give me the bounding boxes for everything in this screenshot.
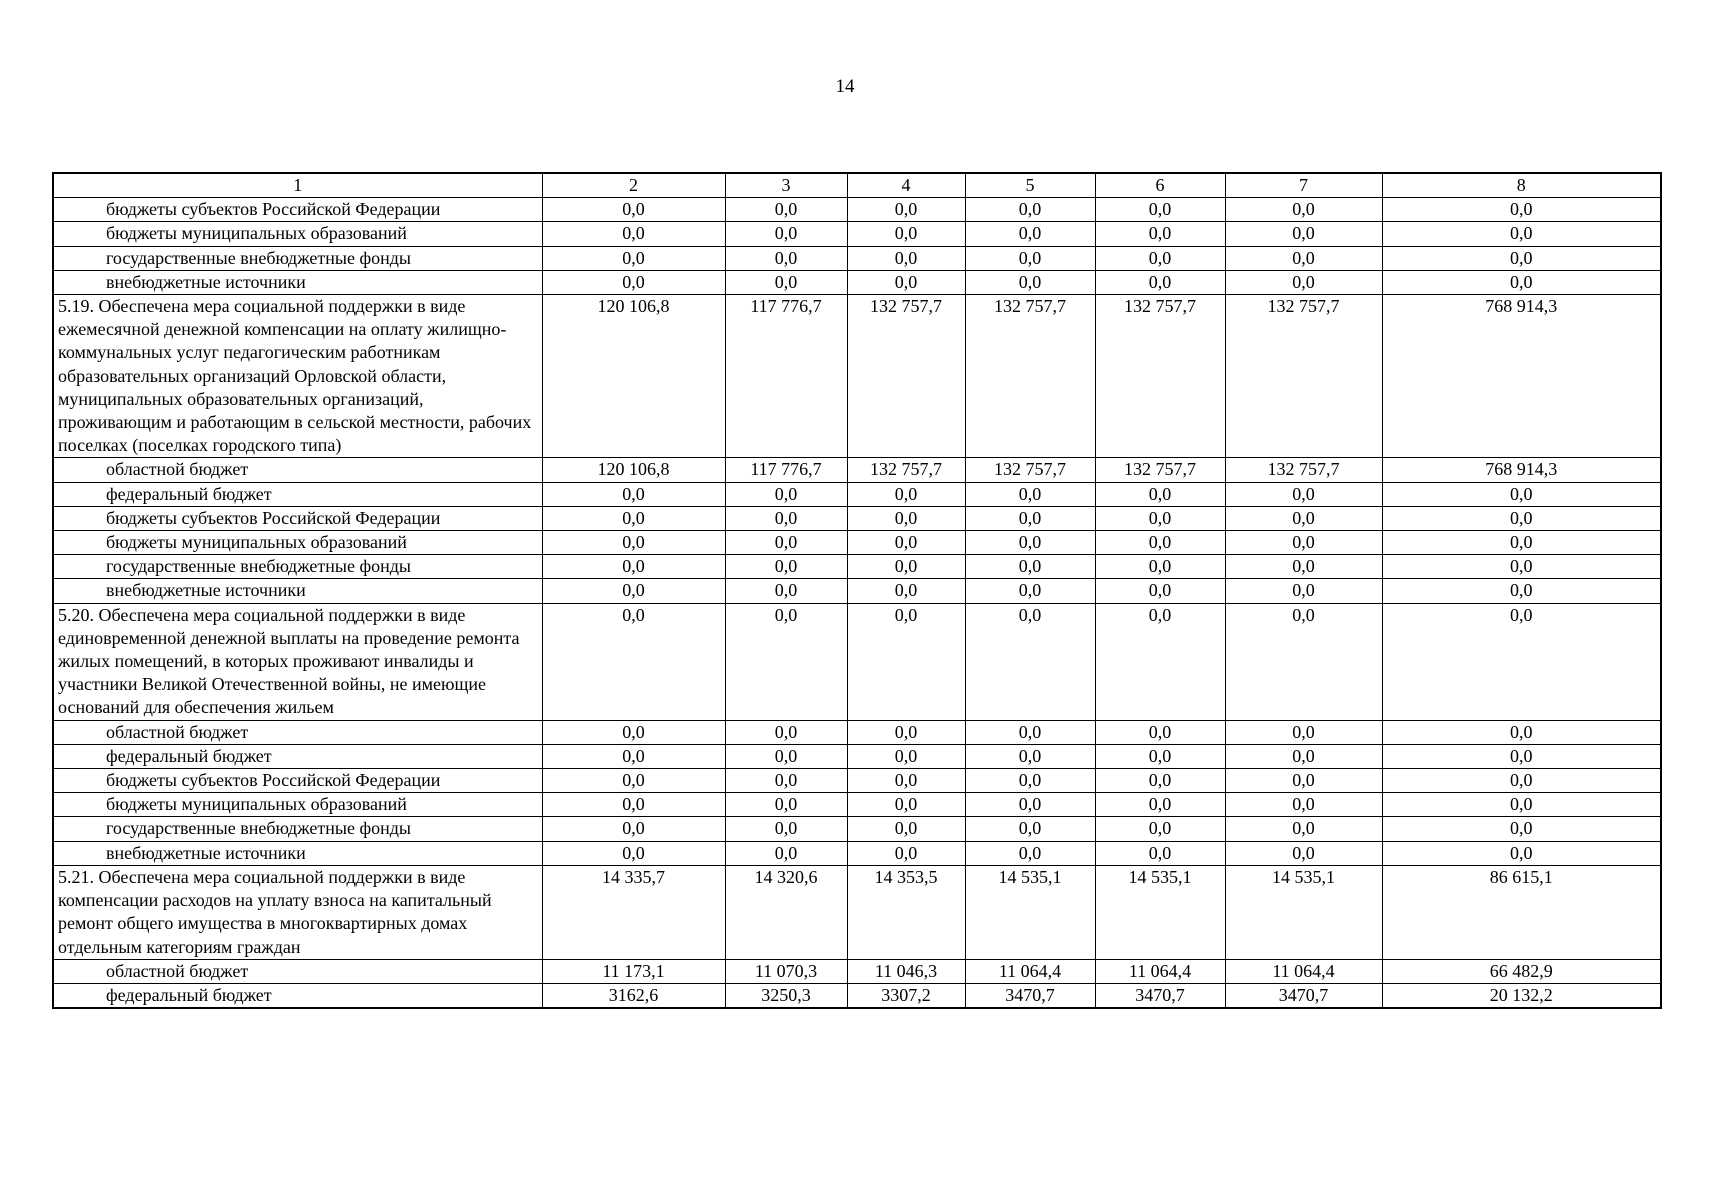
value-cell: 0,0 <box>1095 270 1225 294</box>
value-cell: 117 776,7 <box>725 458 847 482</box>
row-label: областной бюджет <box>53 458 542 482</box>
table-row <box>53 295 1661 458</box>
value-cell: 0,0 <box>1382 720 1661 744</box>
value-cell: 0,0 <box>725 579 847 603</box>
value-cell: 0,0 <box>542 482 725 506</box>
value-cell: 0,0 <box>1095 506 1225 530</box>
value-cell: 117 776,7 <box>725 295 847 458</box>
value-cell: 0,0 <box>542 222 725 246</box>
value-cell: 0,0 <box>725 769 847 793</box>
value-cell: 0,0 <box>1382 555 1661 579</box>
value-cell: 0,0 <box>965 555 1095 579</box>
table-row <box>53 458 1661 482</box>
value-cell: 0,0 <box>542 603 725 720</box>
value-cell: 14 535,1 <box>1225 865 1382 959</box>
value-cell: 0,0 <box>725 531 847 555</box>
value-cell: 0,0 <box>1382 579 1661 603</box>
table-row <box>53 246 1661 270</box>
table-row <box>53 983 1661 1008</box>
table-header-row <box>53 173 1661 198</box>
value-cell: 0,0 <box>1095 246 1225 270</box>
value-cell: 0,0 <box>1382 222 1661 246</box>
header-cell: 1 <box>53 173 542 198</box>
value-cell: 120 106,8 <box>542 295 725 458</box>
value-cell: 132 757,7 <box>1225 295 1382 458</box>
value-cell: 0,0 <box>847 720 965 744</box>
value-cell: 14 353,5 <box>847 865 965 959</box>
value-cell: 0,0 <box>725 720 847 744</box>
value-cell: 120 106,8 <box>542 458 725 482</box>
row-label: 5.21. Обеспечена мера социальной поддержки в виде компенсации расходов на уплату взноса на капитальный ремонт общего имущества в многоквартирных домах отдельным категориям граждан <box>53 865 542 959</box>
value-cell: 0,0 <box>965 531 1095 555</box>
table-row <box>53 579 1661 603</box>
value-cell: 0,0 <box>965 506 1095 530</box>
header-cell: 8 <box>1382 173 1661 198</box>
value-cell: 0,0 <box>1095 769 1225 793</box>
value-cell: 0,0 <box>965 482 1095 506</box>
table-row <box>53 270 1661 294</box>
value-cell: 0,0 <box>847 579 965 603</box>
table-row <box>53 720 1661 744</box>
value-cell: 0,0 <box>725 506 847 530</box>
header-cell: 5 <box>965 173 1095 198</box>
value-cell: 0,0 <box>1095 579 1225 603</box>
value-cell: 132 757,7 <box>965 458 1095 482</box>
page-number: 14 <box>835 76 855 97</box>
value-cell: 0,0 <box>1382 246 1661 270</box>
value-cell: 0,0 <box>1382 270 1661 294</box>
value-cell: 66 482,9 <box>1382 959 1661 983</box>
value-cell: 3162,6 <box>542 983 725 1008</box>
value-cell: 0,0 <box>1382 769 1661 793</box>
row-label: государственные внебюджетные фонды <box>53 246 542 270</box>
value-cell: 0,0 <box>542 531 725 555</box>
value-cell: 0,0 <box>542 841 725 865</box>
value-cell: 0,0 <box>1095 744 1225 768</box>
row-label: федеральный бюджет <box>53 983 542 1008</box>
value-cell: 0,0 <box>847 793 965 817</box>
value-cell: 0,0 <box>1095 555 1225 579</box>
value-cell: 0,0 <box>847 506 965 530</box>
value-cell: 0,0 <box>1095 222 1225 246</box>
value-cell: 0,0 <box>1225 222 1382 246</box>
value-cell: 0,0 <box>1382 506 1661 530</box>
value-cell: 0,0 <box>847 817 965 841</box>
table-row <box>53 482 1661 506</box>
value-cell: 0,0 <box>965 198 1095 222</box>
value-cell: 0,0 <box>1225 482 1382 506</box>
header-cell: 7 <box>1225 173 1382 198</box>
value-cell: 3250,3 <box>725 983 847 1008</box>
value-cell: 132 757,7 <box>1095 458 1225 482</box>
value-cell: 3470,7 <box>965 983 1095 1008</box>
value-cell: 3470,7 <box>1095 983 1225 1008</box>
value-cell: 0,0 <box>725 817 847 841</box>
value-cell: 0,0 <box>725 270 847 294</box>
value-cell: 11 070,3 <box>725 959 847 983</box>
value-cell: 0,0 <box>1225 246 1382 270</box>
row-label: бюджеты муниципальных образований <box>53 793 542 817</box>
table-row <box>53 603 1661 720</box>
header-cell: 6 <box>1095 173 1225 198</box>
value-cell: 0,0 <box>542 769 725 793</box>
value-cell: 132 757,7 <box>965 295 1095 458</box>
value-cell: 0,0 <box>965 579 1095 603</box>
value-cell: 0,0 <box>1095 531 1225 555</box>
value-cell: 0,0 <box>965 270 1095 294</box>
row-label: 5.20. Обеспечена мера социальной поддержки в виде единовременной денежной выплаты на проведение ремонта жилых помещений, в которых проживают инвалиды и участники Великой Отечественной войны, не имеющие оснований для обеспечения жильем <box>53 603 542 720</box>
value-cell: 0,0 <box>1382 817 1661 841</box>
budget-table <box>52 172 1662 1009</box>
value-cell: 0,0 <box>1225 198 1382 222</box>
value-cell: 0,0 <box>1382 531 1661 555</box>
value-cell: 0,0 <box>1382 198 1661 222</box>
row-label: бюджеты субъектов Российской Федерации <box>53 198 542 222</box>
table-row <box>53 506 1661 530</box>
value-cell: 0,0 <box>1382 603 1661 720</box>
row-label: внебюджетные источники <box>53 841 542 865</box>
table-row <box>53 744 1661 768</box>
value-cell: 132 757,7 <box>847 458 965 482</box>
row-label: 5.19. Обеспечена мера социальной поддержки в виде ежемесячной денежной компенсации на оплату жилищно-коммунальных услуг педагогическим работникам образовательных организаций Орловской области, муниципальных образовательных организаций, проживающим и работающим в сельской местности, рабочих поселках (поселках городского типа) <box>53 295 542 458</box>
value-cell: 0,0 <box>725 555 847 579</box>
value-cell: 14 335,7 <box>542 865 725 959</box>
value-cell: 3307,2 <box>847 983 965 1008</box>
row-label: государственные внебюджетные фонды <box>53 555 542 579</box>
value-cell: 0,0 <box>965 817 1095 841</box>
row-label: внебюджетные источники <box>53 579 542 603</box>
row-label: областной бюджет <box>53 720 542 744</box>
value-cell: 20 132,2 <box>1382 983 1661 1008</box>
value-cell: 0,0 <box>965 744 1095 768</box>
value-cell: 0,0 <box>1225 270 1382 294</box>
table-row <box>53 959 1661 983</box>
value-cell: 0,0 <box>1382 793 1661 817</box>
value-cell: 0,0 <box>965 222 1095 246</box>
row-label: федеральный бюджет <box>53 744 542 768</box>
value-cell: 0,0 <box>1095 720 1225 744</box>
value-cell: 0,0 <box>542 198 725 222</box>
value-cell: 0,0 <box>847 246 965 270</box>
table-row <box>53 222 1661 246</box>
table-row <box>53 531 1661 555</box>
value-cell: 0,0 <box>1095 482 1225 506</box>
value-cell: 0,0 <box>1095 817 1225 841</box>
value-cell: 0,0 <box>1225 555 1382 579</box>
table-row <box>53 769 1661 793</box>
value-cell: 0,0 <box>847 841 965 865</box>
value-cell: 0,0 <box>542 817 725 841</box>
table-row <box>53 817 1661 841</box>
value-cell: 0,0 <box>1225 579 1382 603</box>
value-cell: 0,0 <box>965 720 1095 744</box>
value-cell: 0,0 <box>1382 841 1661 865</box>
value-cell: 11 173,1 <box>542 959 725 983</box>
value-cell: 0,0 <box>1225 793 1382 817</box>
value-cell: 0,0 <box>1095 841 1225 865</box>
value-cell: 0,0 <box>1225 603 1382 720</box>
row-label: федеральный бюджет <box>53 482 542 506</box>
row-label: бюджеты муниципальных образований <box>53 531 542 555</box>
value-cell: 0,0 <box>1382 744 1661 768</box>
value-cell: 0,0 <box>1225 720 1382 744</box>
value-cell: 86 615,1 <box>1382 865 1661 959</box>
value-cell: 0,0 <box>847 555 965 579</box>
value-cell: 14 535,1 <box>1095 865 1225 959</box>
value-cell: 0,0 <box>965 246 1095 270</box>
value-cell: 0,0 <box>542 555 725 579</box>
value-cell: 0,0 <box>1095 603 1225 720</box>
row-label: государственные внебюджетные фонды <box>53 817 542 841</box>
value-cell: 3470,7 <box>1225 983 1382 1008</box>
row-label: внебюджетные источники <box>53 270 542 294</box>
value-cell: 0,0 <box>542 720 725 744</box>
value-cell: 0,0 <box>847 603 965 720</box>
value-cell: 0,0 <box>542 793 725 817</box>
value-cell: 0,0 <box>847 769 965 793</box>
value-cell: 0,0 <box>965 793 1095 817</box>
value-cell: 0,0 <box>725 222 847 246</box>
value-cell: 0,0 <box>1095 198 1225 222</box>
value-cell: 0,0 <box>965 841 1095 865</box>
table-row <box>53 841 1661 865</box>
value-cell: 0,0 <box>542 246 725 270</box>
table-row <box>53 198 1661 222</box>
value-cell: 0,0 <box>1225 769 1382 793</box>
value-cell: 0,0 <box>847 744 965 768</box>
value-cell: 11 064,4 <box>1225 959 1382 983</box>
value-cell: 0,0 <box>725 603 847 720</box>
value-cell: 0,0 <box>542 744 725 768</box>
value-cell: 14 535,1 <box>965 865 1095 959</box>
table-row <box>53 793 1661 817</box>
header-cell: 2 <box>542 173 725 198</box>
value-cell: 132 757,7 <box>847 295 965 458</box>
value-cell: 0,0 <box>1225 744 1382 768</box>
value-cell: 0,0 <box>847 531 965 555</box>
value-cell: 0,0 <box>1225 506 1382 530</box>
value-cell: 11 046,3 <box>847 959 965 983</box>
table-row <box>53 865 1661 959</box>
table-row <box>53 555 1661 579</box>
value-cell: 11 064,4 <box>965 959 1095 983</box>
value-cell: 768 914,3 <box>1382 295 1661 458</box>
value-cell: 132 757,7 <box>1225 458 1382 482</box>
value-cell: 0,0 <box>542 506 725 530</box>
row-label: бюджеты муниципальных образований <box>53 222 542 246</box>
value-cell: 0,0 <box>725 246 847 270</box>
value-cell: 0,0 <box>725 744 847 768</box>
value-cell: 768 914,3 <box>1382 458 1661 482</box>
value-cell: 0,0 <box>725 198 847 222</box>
row-label: бюджеты субъектов Российской Федерации <box>53 506 542 530</box>
value-cell: 0,0 <box>542 579 725 603</box>
value-cell: 0,0 <box>847 222 965 246</box>
value-cell: 0,0 <box>1225 531 1382 555</box>
value-cell: 0,0 <box>847 482 965 506</box>
value-cell: 0,0 <box>725 482 847 506</box>
value-cell: 0,0 <box>1382 482 1661 506</box>
value-cell: 0,0 <box>1095 793 1225 817</box>
value-cell: 11 064,4 <box>1095 959 1225 983</box>
value-cell: 0,0 <box>725 793 847 817</box>
value-cell: 14 320,6 <box>725 865 847 959</box>
value-cell: 0,0 <box>847 270 965 294</box>
header-cell: 3 <box>725 173 847 198</box>
header-cell: 4 <box>847 173 965 198</box>
row-label: бюджеты субъектов Российской Федерации <box>53 769 542 793</box>
value-cell: 0,0 <box>725 841 847 865</box>
value-cell: 0,0 <box>1225 817 1382 841</box>
row-label: областной бюджет <box>53 959 542 983</box>
value-cell: 0,0 <box>1225 841 1382 865</box>
value-cell: 0,0 <box>542 270 725 294</box>
value-cell: 132 757,7 <box>1095 295 1225 458</box>
value-cell: 0,0 <box>965 769 1095 793</box>
value-cell: 0,0 <box>847 198 965 222</box>
value-cell: 0,0 <box>965 603 1095 720</box>
